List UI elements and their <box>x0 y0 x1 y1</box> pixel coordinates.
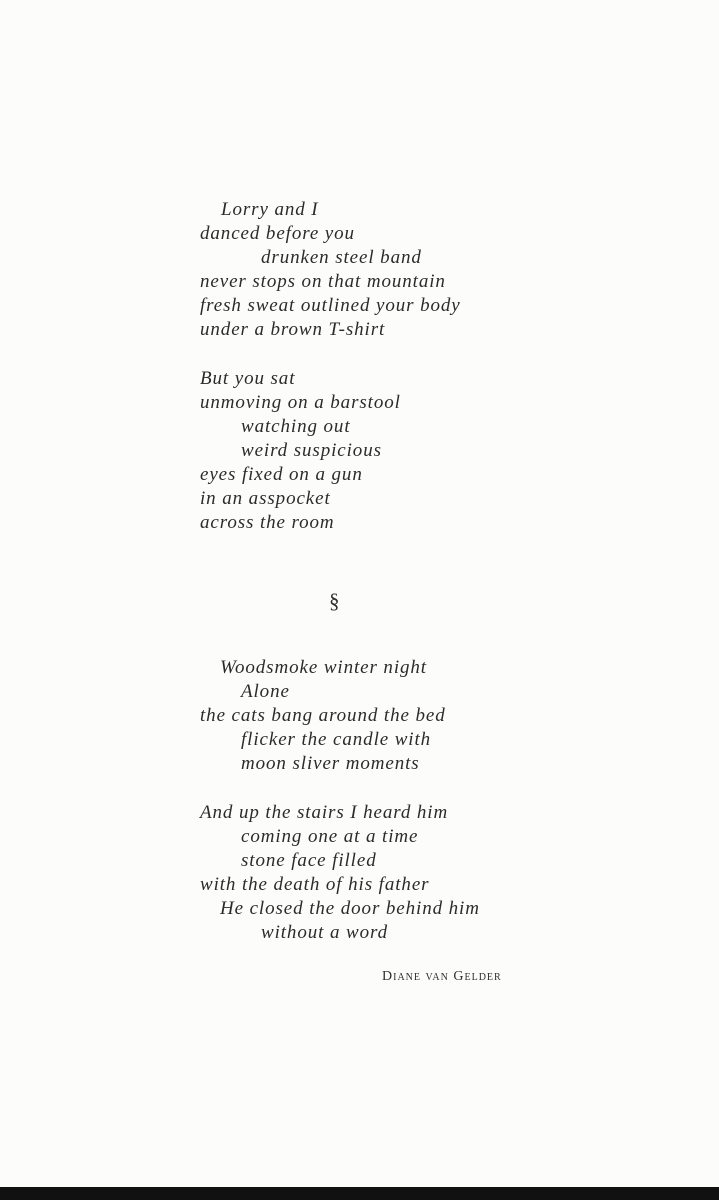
poem-line: Alone <box>241 681 290 702</box>
poem-line: never stops on that mountain <box>200 271 446 292</box>
poem-line: across the room <box>200 512 335 533</box>
poem-line: fresh sweat outlined your body <box>200 295 461 316</box>
author-byline: Diane van Gelder <box>382 969 502 984</box>
page-bottom-edge <box>0 1187 719 1200</box>
poem-line: danced before you <box>200 223 355 244</box>
poem-line: But you sat <box>200 368 296 389</box>
poem-line: weird suspicious <box>241 440 382 461</box>
poem-line: Lorry and I <box>221 199 319 220</box>
poem-line: without a word <box>261 922 388 943</box>
poem-line: the cats bang around the bed <box>200 705 446 726</box>
poem-line: unmoving on a barstool <box>200 392 401 413</box>
section-divider: § <box>329 589 340 613</box>
poem-line: stone face filled <box>241 850 377 871</box>
poem-line: under a brown T-shirt <box>200 319 386 340</box>
poem-line: flicker the candle with <box>241 729 432 750</box>
poem-line: drunken steel band <box>261 247 422 268</box>
poem-line: And up the stairs I heard him <box>200 802 449 823</box>
poem-line: moon sliver moments <box>241 753 420 774</box>
poem-line: watching out <box>241 416 351 437</box>
poem-line: with the death of his father <box>200 874 430 895</box>
poem-line: He closed the door behind him <box>220 898 480 919</box>
poem-line: eyes fixed on a gun <box>200 464 363 485</box>
poem-line: in an asspocket <box>200 488 331 509</box>
poem-line: coming one at a time <box>241 826 419 847</box>
poem-line: Woodsmoke winter night <box>220 657 427 678</box>
